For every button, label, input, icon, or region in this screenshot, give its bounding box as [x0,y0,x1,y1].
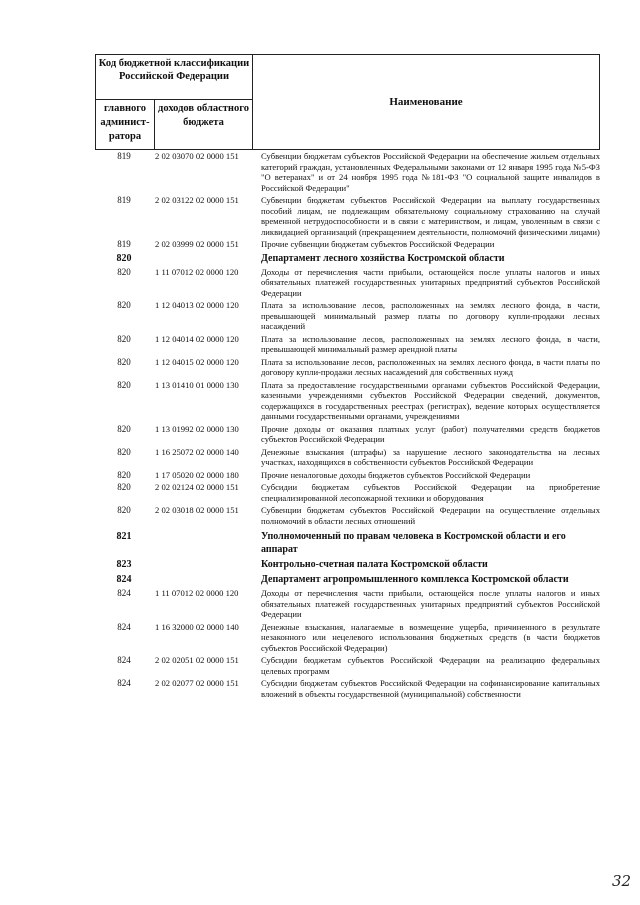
income-code: 1 11 07012 02 0000 120 [155,588,239,598]
item-name: Департамент лесного хозяйства Костромской области [261,252,505,264]
admin-column-heading: главного админист-ратора [96,100,155,149]
admin-code: 820 [117,423,131,434]
admin-code: 824 [116,574,132,585]
income-code [153,558,259,571]
table-row [95,357,600,378]
income-code: 2 02 03018 02 0000 151 [155,505,239,515]
table-row [95,678,600,699]
income-code: 2 02 02077 02 0000 151 [155,678,239,688]
admin-code: 823 [116,559,132,570]
income-code: 1 13 01410 01 0000 130 [155,379,239,390]
item-name: Денежные взыскания, налагаемые в возмещение ущерба, причиненного в результате незаконного или нецелевого использования бюджетных средств (в части бюджетов субъектов Российской Федерации) [261,621,600,653]
table-row [95,150,600,193]
code-columns-header [96,55,253,149]
admin-code: 820 [117,505,131,515]
item-name: Денежные взыскания (штрафы) за нарушение лесного законодательства на лесных участках, находящихся в собственности субъектов Российской Федерации [261,446,600,467]
table-row [95,195,600,237]
item-name: Доходы от перечисления части прибыли, остающейся после уплаты налогов и иных обязательных платежей государственных унитарных предприятий субъектов Российской Федерации [261,266,600,298]
table-row [95,424,600,445]
income-code: 1 16 25072 02 0000 140 [155,446,239,457]
admin-code: 820 [117,482,131,492]
table-row [95,239,600,250]
item-name: Прочие доходы от оказания платных услуг (работ) получателями средств бюджетов субъектов Российской Федерации [261,423,600,444]
page-number: 32 [612,872,632,890]
table-row [95,482,600,503]
admin-code: 824 [117,588,131,598]
income-code: 1 13 01992 02 0000 130 [155,423,239,434]
table-row [95,505,600,526]
admin-code: 824 [117,621,131,632]
table-row [95,470,600,481]
admin-code: 820 [117,300,131,310]
admin-code: 820 [116,252,132,264]
income-code: 1 12 04013 02 0000 120 [155,300,239,310]
income-code [153,252,259,265]
item-name: Плата за предоставление государственными органами субъектов Российской Федерации, казенными учреждениями субъектов Российской Федерации сведений, документов, содержащихся в государственных реестрах (регистрах), ведение которых осуществляется данными государственными органами, учреждениями [261,379,600,421]
admin-code: 819 [117,195,131,205]
income-code: 1 12 04015 02 0000 120 [155,356,239,367]
income-code: 2 02 03999 02 0000 151 [155,239,239,249]
table-row [95,588,600,620]
admin-code: 820 [117,379,131,390]
item-name: Прочие субвенции бюджетам субъектов Российской Федерации [261,239,495,249]
admin-code: 820 [117,333,131,344]
table-row [95,622,600,654]
item-name: Уполномоченный по правам человека в Костромской области и его аппарат [261,531,566,555]
department-row [95,252,600,265]
income-code: 1 11 07012 02 0000 120 [155,266,239,277]
budget-classification-table [95,54,600,699]
income-code [153,530,259,556]
table-row [95,447,600,468]
income-code: 1 17 05020 02 0000 180 [155,469,239,480]
name-column-heading: Наименование [389,96,463,108]
admin-code: 820 [117,446,131,457]
department-row [95,573,600,586]
item-name: Субсидии бюджетам субъектов Российской Федерации на реализацию федеральных целевых программ [261,655,600,676]
item-name: Плата за использование лесов, расположенных на землях лесного фонда, в части, превышающей минимальный размер арендной платы [261,333,600,354]
admin-code: 824 [117,678,131,688]
admin-code: 819 [117,239,131,249]
code-group-heading: Код бюджетной классификации Российской Федерации [96,55,252,100]
table-row [95,267,600,299]
admin-code: 824 [117,655,131,665]
item-name: Плата за использование лесов, расположенных на землях лесного фонда, в части платы по договору купли-продажи лесных насаждений для собственных нужд [261,356,600,377]
income-code: 2 02 02124 02 0000 151 [155,482,239,492]
department-row [95,530,600,556]
admin-code: 820 [117,266,131,277]
table-row [95,300,600,332]
item-name: Субвенции бюджетам субъектов Российской Федерации на обеспечение жильем отдельных категорий граждан, установленных Федеральными законами от 12 января 1995 года №5-ФЗ "О ветеранах" и от 24 ноября 1995 года №181-ФЗ "О социальной защите инвалидов в Российской Федерации" [261,151,600,193]
income-column-heading: доходов областного бюджета [158,103,249,128]
item-name: Плата за использование лесов, расположенных на землях лесного фонда, в части, превышающей минимальный размер платы по договору купли-продажи лесных насаждений [261,300,600,331]
income-code: 2 02 03122 02 0000 151 [155,195,239,205]
item-name: Департамент агропромышленного комплекса Костромской области [261,574,569,585]
item-name: Субсидии бюджетам субъектов Российской Федерации на приобретение специализированной лесопожарной техники и оборудования [261,482,600,503]
item-name: Прочие неналоговые доходы бюджетов субъектов Российской Федерации [261,469,531,480]
income-code: 1 12 04014 02 0000 120 [155,333,239,344]
income-code [153,573,259,586]
item-name: Доходы от перечисления части прибыли, остающейся после уплаты налогов и иных обязательных платежей государственных унитарных предприятий субъектов Российской Федерации [261,588,600,619]
admin-code: 820 [117,356,131,367]
item-name: Субсидии бюджетам субъектов Российской Федерации на софинансирование капитальных вложений в объекты государственной (муниципальной) собственности [261,678,600,699]
table-body [95,150,600,699]
income-code: 2 02 03070 02 0000 151 [155,151,239,161]
department-row [95,558,600,571]
table-row [95,655,600,676]
item-name: Субвенции бюджетам субъектов Российской Федерации на осуществление отдельных полномочий в области лесных отношений [261,505,600,526]
table-row [95,380,600,422]
income-code: 1 16 32000 02 0000 140 [155,621,239,632]
table-header [95,54,600,150]
table-row [95,334,600,355]
admin-code: 819 [117,151,131,161]
admin-code: 820 [117,469,131,480]
income-code: 2 02 02051 02 0000 151 [155,655,239,665]
admin-code: 821 [116,531,132,542]
item-name: Субвенции бюджетам субъектов Российской Федерации на выплату государственных пособий лицам, не подлежащим обязательному социальному страхованию на случай временной нетрудоспособности и в связи с материнством, и лицам, уволенным в связи с ликвидацией организаций (прекращением деятельности, полномочий физическими лицами) [261,195,600,237]
item-name: Контрольно-счетная палата Костромской области [261,559,488,570]
